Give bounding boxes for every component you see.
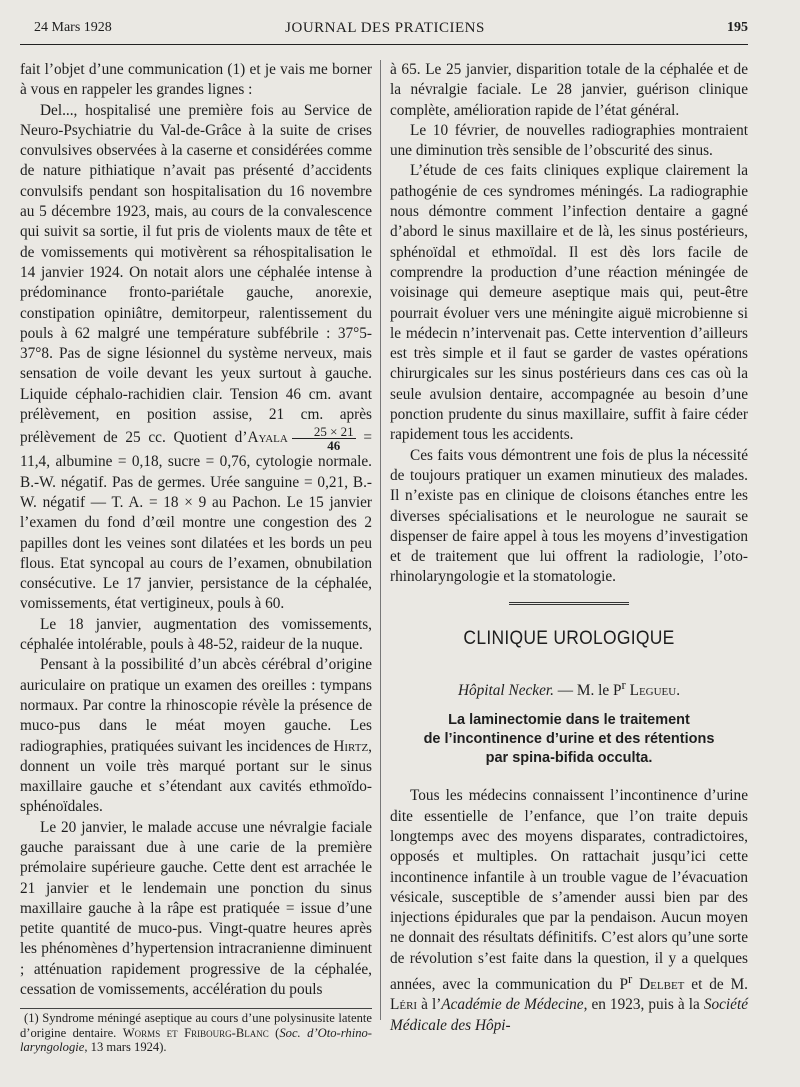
footnote-text: (1) Syndrome méningé aseptique au cours d’une polysinusite latente d’origine dentaire.	[20, 1011, 372, 1040]
paragraph: Le 20 janvier, le malade accuse une névralgie faciale gauche paraissant due à une carie de la première prémolaire supérieure gauche. Cette dent est arrachée le 21 janvier et le lendemain une ponction du sinus maxillaire gauche à la râpe est pratiquée = issue d’une petite quantité de muco-pus. Vingt-quatre heures après les phénomènes d’hypertension intracranienne diminuent ; atténuation rapidement progressive de la céphalée, cessation de vomissements, accélération du pouls	[20, 818, 372, 999]
right-column	[390, 60, 748, 1036]
footnote-authors: Worms et Fribourg-Blanc	[122, 1025, 269, 1040]
fraction	[292, 425, 356, 452]
section-rule	[509, 602, 629, 605]
paragraph: fait l’objet d’une communication (1) et je vais me borner à vous en rappeler les grandes lignes :	[20, 61, 372, 99]
author-hirtz: Hirtz	[333, 737, 369, 755]
article-title-line: par spina-bifida occulta.	[485, 750, 653, 767]
article-title-line: La laminectomie dans le traitement	[448, 712, 690, 729]
hospital-sep: — M. le P	[553, 682, 622, 700]
paragraph: Le 10 février, de nouvelles radiographies montraient une diminution très sensible de l’obscurité des sinus.	[390, 121, 748, 160]
journal-title: JOURNAL DES PRATICIENS	[285, 20, 485, 36]
paragraph: L’étude de ces faits cliniques explique clairement la pathogénie de ces syndromes méningés. La radiographie nous démontre comment l’infection dentaire a gagné d’abord le sinus maxillaire et de là, les sinus postérieurs, sphénoïdal et ethmoïdal. Il est dès lors facile de comprendre la production d’une réaction méningée de voisinage qui demeure aseptique mais qui, peut-être pourrait évoluer vers une méningite aiguë microbienne si le médecin n’intervenait pas. Cette intervention d’ailleurs est très simple et il faut se garder de vastes opérations chirurgicales sur les sinus postérieurs dans ces cas où la seule avulsion dentaire, accompagnée au besoin d’une ponction prudente du sinus maxillaire, suffit à faire céder rapidement tous les accidents.	[390, 162, 748, 444]
paragraph-text: , donnent un voile très marqué portant sur le sinus maxillaire gauche et s’étendant aux cavités ethmoïdo-sphénoïdales.	[20, 737, 372, 816]
footnote-rule	[20, 1008, 372, 1009]
case-report-paragraph	[20, 101, 372, 615]
paragraph	[20, 655, 372, 817]
page-number: 195	[727, 20, 748, 35]
article-title	[390, 711, 748, 768]
running-header	[22, 20, 748, 42]
fraction-denominator: 46	[292, 438, 356, 452]
footnote-text: , 13 mars 1924).	[84, 1039, 167, 1054]
author-leri: Léri	[390, 996, 418, 1014]
academy-name: Académie de Médecine	[441, 996, 584, 1014]
hospital-name: Hôpital Necker.	[457, 682, 554, 700]
paragraph: à 65. Le 25 janvier, disparition totale de la céphalée et de la névralgie faciale. Le 28 janvier, guérison clinique complète, amélioration rapide de l’état général.	[390, 61, 748, 119]
left-column	[20, 60, 372, 1054]
footnote	[20, 1011, 372, 1054]
hospital-end: .	[676, 682, 681, 700]
column-divider	[380, 60, 381, 1020]
fraction-numerator: 25 × 21	[313, 424, 354, 440]
professor-sup: r	[627, 972, 633, 987]
paragraph-text: à l’	[417, 996, 442, 1014]
paragraph-text: = 11,4, albumine = 0,18, sucre = 0,76, cytologie normale. B.-W. négatif. Pas de germes. Urée sanguine = 0,21, B.-W. négatif — T. A. = 18 × 9 au Pachon. Le 15 janvier l’examen du fond d’œil montre une congestion des 2 papilles dont les veines sont dilatées et les bords un peu flous. Etat syncopal au cours de l’examen, obnubilation consécutive. Le 17 janvier, persistance de la céphalée, vomissements, état vertigineux, pouls à 60.	[20, 429, 372, 613]
paragraph	[390, 786, 748, 1036]
hospital-line	[390, 675, 748, 701]
header-date: 24 Mars 1928	[34, 20, 112, 35]
author-delbet: Delbet	[639, 976, 685, 994]
paragraph-text: et de M.	[684, 976, 748, 994]
paragraph: Le 18 janvier, augmentation des vomissements, céphalée intolérable, pouls à 48-52, raideur de la nuque.	[20, 615, 372, 654]
professor-name: Legueu	[629, 682, 677, 700]
paragraph-text: Pensant à la possibilité d’un abcès cérébral d’origine auriculaire on pratique un examen des oreilles : tympans normaux. Par contre la rhinoscopie révèle la présence de muco-pus dans le méat moyen gauche. Les radiographies, pratiquées suivant les incidences de	[20, 656, 372, 755]
paragraph-text: Tous les médecins connaissent l’incontinence d’urine dite essentielle de l’enfance, que l’on traite depuis longtemps avec des moyens disparates, contradictoires, opposés et multiples. On rattachait jusqu’ici cette incontinence infantile à un trouble vague de l’évacuation vésicale, susceptible de s’amender aussi bien par des injections épidurales que par la pendaison. Aucun moyen ne donnait des résultats définitifs. C’est alors qu’une sorte de révolution s’est faite dans la question, il y a quelques années, avec la communication du P	[390, 787, 748, 994]
author-ayala: Ayala	[247, 429, 288, 447]
header-rule	[20, 44, 748, 45]
society-name: Société Médicale des Hôpi-	[390, 996, 748, 1034]
section-title: CLINIQUE UROLOGIQUE	[463, 627, 675, 649]
article-title-line: de l’incontinence d’urine et des rétentions	[423, 731, 715, 748]
footnote-source: Soc. d’Oto-rhino-laryngologie	[20, 1025, 372, 1054]
paragraph: Ces faits vous démontrent une fois de plus la nécessité de toujours pratiquer un examen minutieux des malades. Il n’existe pas en clinique de cloisons étanches entre les diverses spécialisations et le neurologue ne saurait se dispenser de faire appel à tous les moyens d’investigation et de traitement que lui offrent la radiologie, l’oto-rhinolaryngologie et la stomatologie.	[390, 446, 748, 586]
professor-sup: r	[621, 678, 626, 693]
paragraph-text: , en 1923, puis à la	[583, 996, 704, 1014]
footnote-text: (	[268, 1025, 280, 1040]
paragraph-text: Del..., hospitalisé une première fois au Service de Neuro-Psychiatrie du Val-de-Grâce à la suite de crises convulsives observées à la caserne et considérées comme de nature pithiatique n’avait pas présenté d’accidents convulsifs pendant son hospitalisation du 16 novembre au 5 décembre 1923, mais, au cours de la convalescence qui suivit sa sortie, il fut pris de violents maux de tête et de vomissements qui motivèrent sa réhospitalisation le 14 janvier 1924. On notait alors une céphalée intense à prédominance fronto-pariétale gauche, anorexie, constipation opiniâtre, demitorpeur, ralentissement du pouls à 62 malgré une température subfébrile : 37°5-37°8. Pas de signe lésionnel du système nerveux, mais sensation de voile devant les yeux surtout à gauche. Liquide céphalo-rachidien clair. Tension 46 cm. avant prélèvement, en position assise, 21 cm. après prélèvement de 25 cc. Quotient d’	[20, 101, 372, 447]
